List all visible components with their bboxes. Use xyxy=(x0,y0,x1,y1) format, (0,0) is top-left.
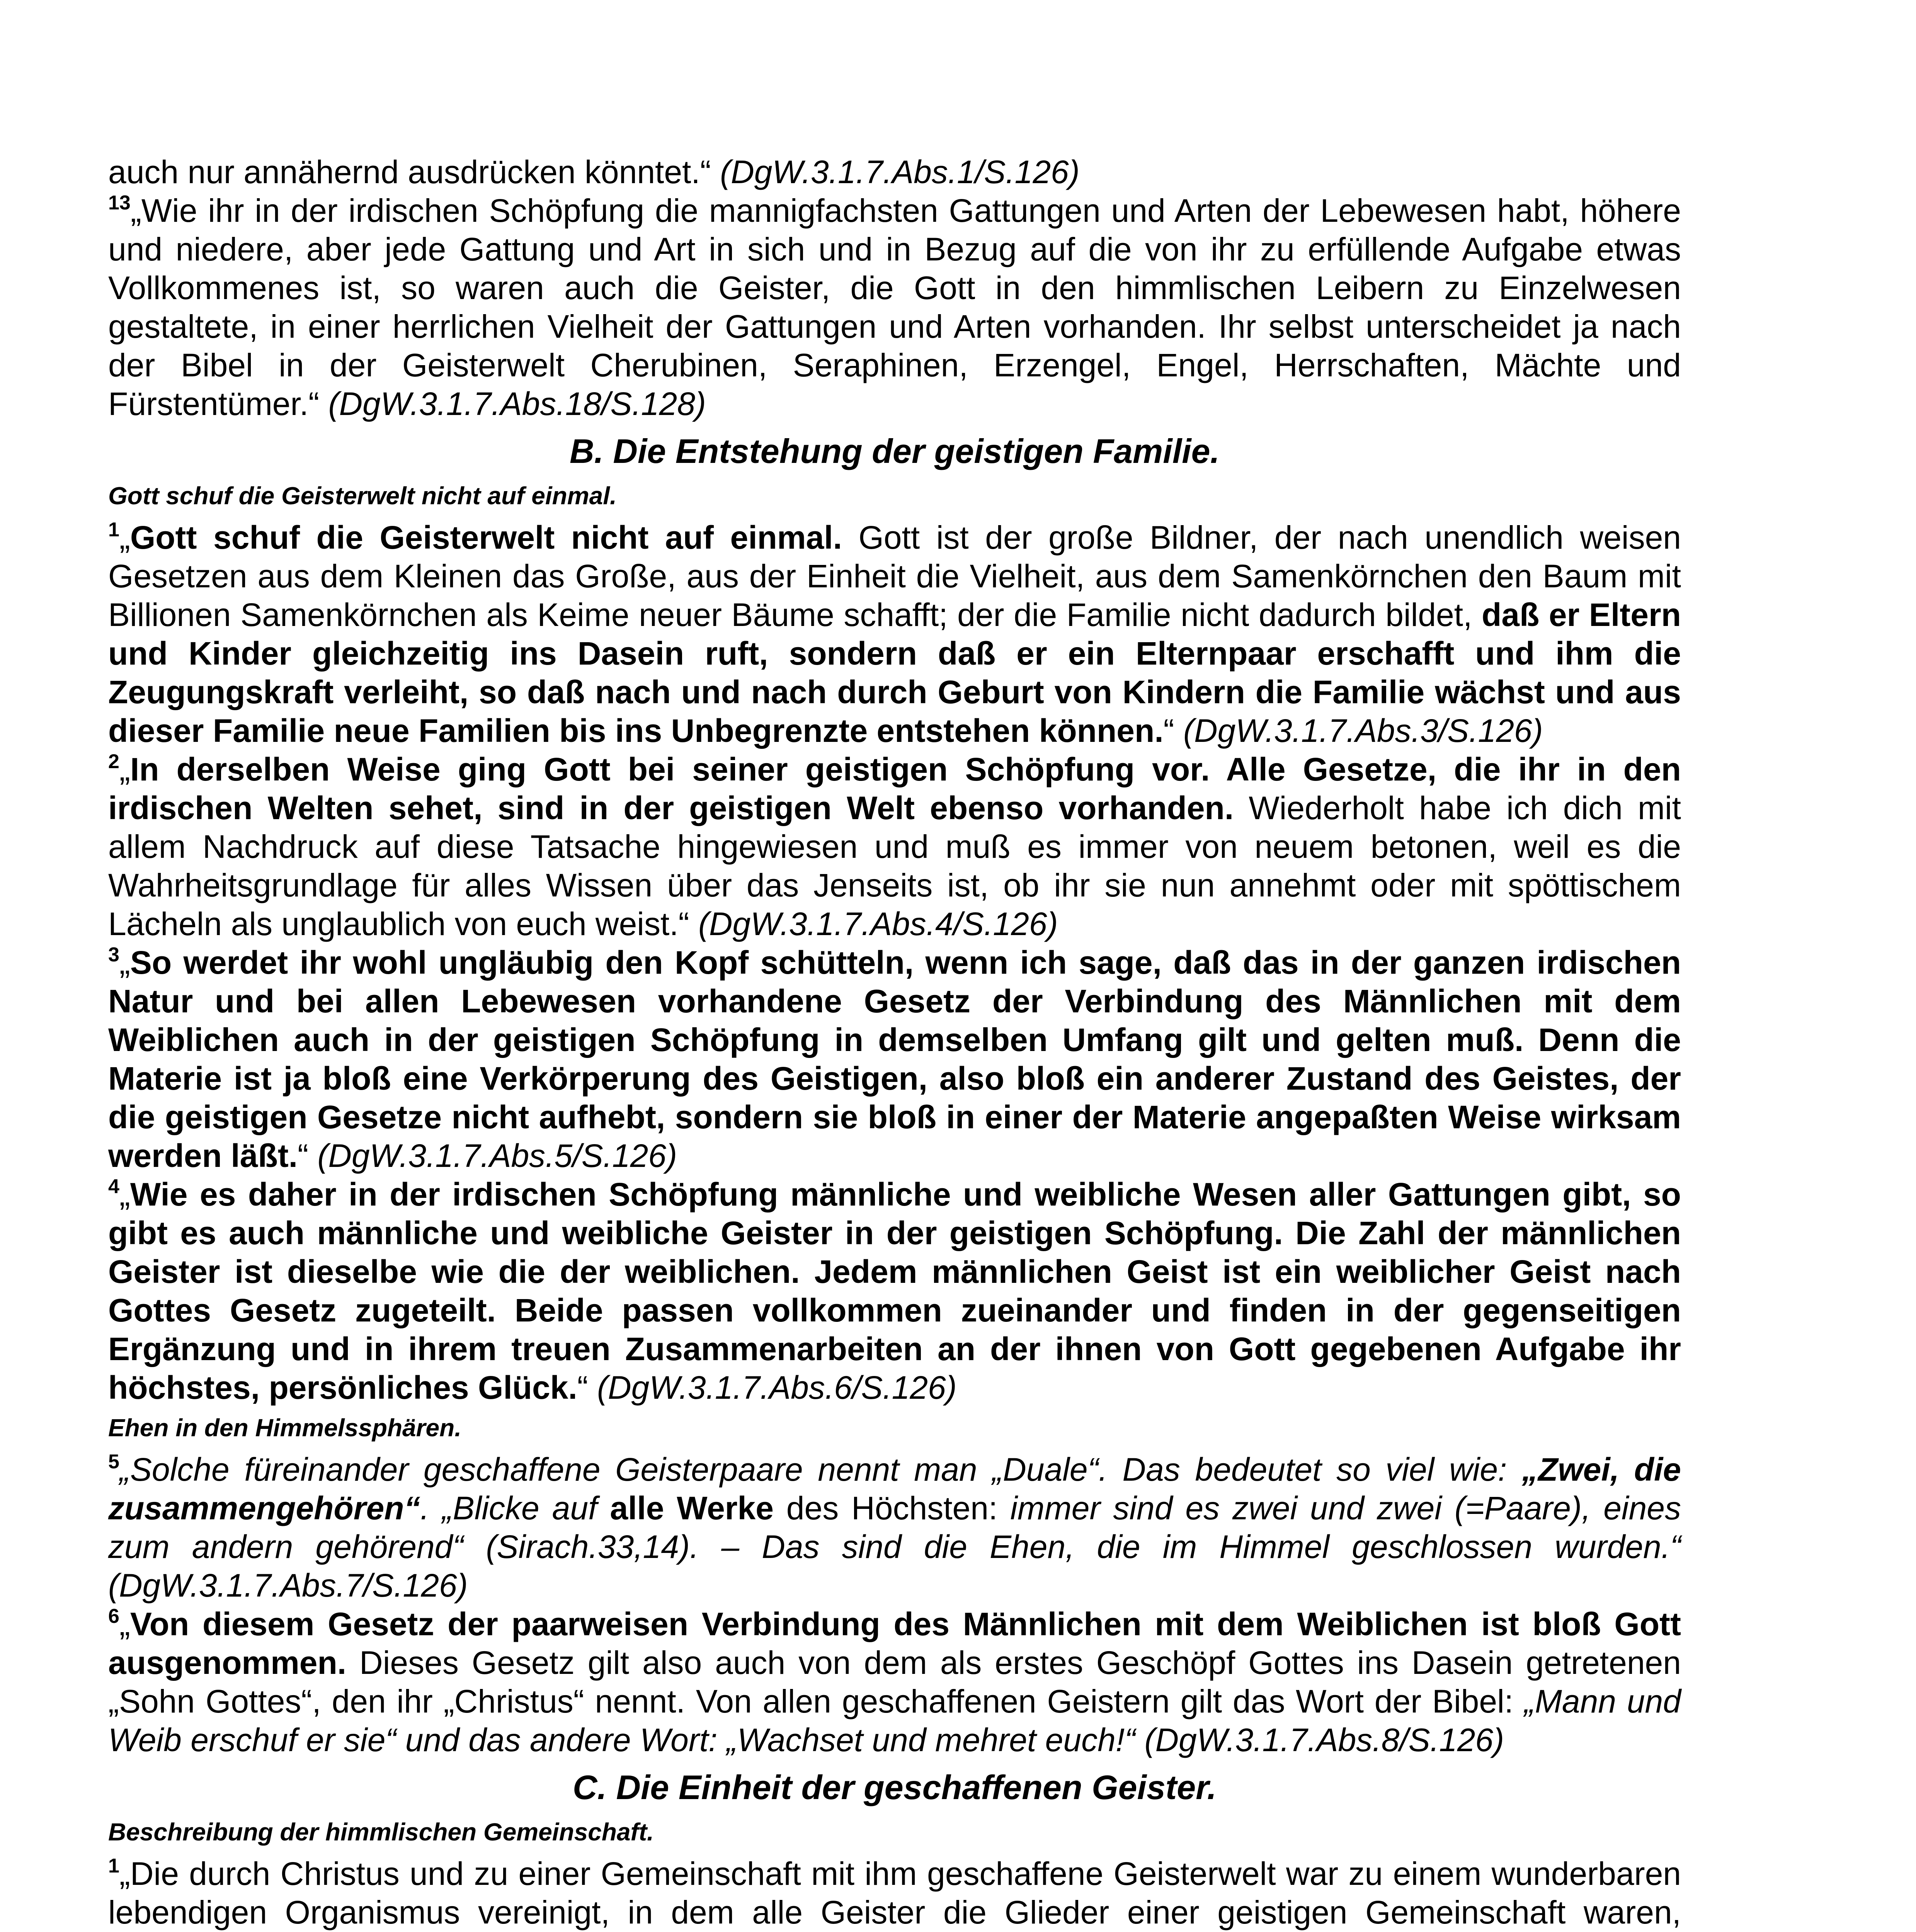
paragraph-b3: $^3$„So werdet ihr wohl ungläubig den Kopf schütteln, wenn ich sage, daß das in der ganzen irdischen Natur und bei allen Lebewesen vorhandene Gesetz der Verbindung des Männlichen mit dem Weiblichen auch in der geistigen Schöpfung in demselben Umfang gilt und gelten muß. Denn die Materie ist ja bloß eine Verkörperung des Geistigen, also bloß ein anderer Zustand des Geistes, der die geistigen Gesetze nicht aufhebt, sondern sie bloß in einer der Materie angepaßten Weise wirksam werden läßt.“ (DgW.3.1.7.Abs.5/S.126) xyxy=(108,944,1681,1174)
reference: (DgW.3.1.7.Abs.5/S.126) xyxy=(317,1138,677,1174)
verse-number: 4 xyxy=(108,1175,119,1198)
verse-number: 1 xyxy=(108,519,119,541)
reference: (DgW.3.1.7.Abs.3/S.126) xyxy=(1183,713,1543,749)
verse-number: 3 xyxy=(108,944,119,966)
paragraph-b1: $^1$„Gott schuf die Geisterwelt nicht auf einmal. Gott ist der große Bildner, der nach unendlich weisen Gesetzen aus dem Kleinen das Große, aus der Einheit die Vielheit, aus dem Samenkörnchen den Baum mit Billionen Samenkörnchen als Keime neuer Bäume schafft; der die Familie nicht dadurch bildet, daß er Eltern und Kinder gleichzeitig ins Dasein ruft, sondern daß er ein Elternpaar erschafft und ihm die Zeugungskraft verleiht, so daß nach und nach durch Geburt von Kindern die Familie wächst und aus dieser Familie neue Familien bis ins Unbegrenzte entstehen können.“ (DgW.3.1.7.Abs.3/S.126) xyxy=(108,519,1681,749)
section-heading-b: B. Die Entstehung der geistigen Familie. xyxy=(569,432,1220,470)
section-heading-c: C. Die Einheit der geschaffenen Geister. xyxy=(572,1768,1217,1806)
paragraph-13: $^{13}$„Wie ihr in der irdischen Schöpfung die mannigfachsten Gattungen und Arten der Lebewesen habt, höhere und niedere, aber jede Gattung und Art in sich und in Bezug auf die von ihr zu erfüllende Aufgabe etwas Vollkommenes ist, so waren auch die Geister, die Gott in den himmlischen Leibern zu Einzelwesen gestaltete, in einer herrlichen Vielheit der Gattungen und Arten vorhanden. Ihr selbst unterscheidet ja nach der Bibel in der Geisterwelt Cherubinen, Seraphinen, Erzengel, Engel, Herrschaften, Mächte und Fürstentümer.“ (DgW.3.1.7.Abs.18/S.128) xyxy=(108,192,1681,422)
subheading-b: Gott schuf die Geisterwelt nicht auf einmal. xyxy=(108,482,617,510)
page-content xyxy=(108,153,1681,1932)
paragraph-b6: $^6$„Von diesem Gesetz der paarweisen Verbindung des Männlichen mit dem Weiblichen ist bloß Gott ausgenommen. Dieses Gesetz gilt also auch von dem als erstes Geschöpf Gottes ins Dasein getretenen „Sohn Gottes“, den ihr „Christus“ nennt. Von allen geschaffenen Geistern gilt das Wort der Bibel: „Mann und Weib erschuf er sie“ und das andere Wort: „Wachset und mehret euch!“ (DgW.3.1.7.Abs.8/S.126) xyxy=(108,1605,1681,1758)
paragraph-c1: $^1$„Die durch Christus und zu einer Gemeinschaft mit ihm geschaffene Geisterwelt war zu einem wunderbaren lebendigen Organismus vereinigt, in dem alle Geister die Glieder einer geistigen Gemeinschaft waren, xyxy=(108,1855,1681,1930)
paragraph-b2: $^2$„In derselben Weise ging Gott bei seiner geistigen Schöpfung vor. Alle Gesetze, die ihr in den irdischen Welten sehet, sind in der geistigen Welt ebenso vorhanden. Wiederholt habe ich dich mit allem Nachdruck auf diese Tatsache hingewiesen und muß es immer von neuem betonen, weil es die Wahrheitsgrundlage für alles Wissen über das Jenseits ist, ob ihr sie nun annehmt oder mit spöttischem Lächeln als unglaublich von euch weist.“ (DgW.3.1.7.Abs.4/S.126) xyxy=(108,750,1681,942)
verse-number: 13 xyxy=(108,192,131,214)
verse-number: 6 xyxy=(108,1605,119,1628)
reference: (DgW.3.1.7.Abs.18/S.128) xyxy=(328,386,706,422)
subheading-c: Beschreibung der himmlischen Gemeinschaft. xyxy=(108,1818,654,1846)
verse-number: 1 xyxy=(108,1855,119,1877)
reference: (DgW.3.1.7.Abs.6/S.126) xyxy=(597,1369,957,1406)
paragraph-continuation: auch nur annähernd ausdrücken könntet.“ (DgW.3.1.7.Abs.1/S.126) xyxy=(108,154,1080,190)
subheading-ehen: Ehen in den Himmelssphären. xyxy=(108,1414,461,1442)
reference: (DgW.3.1.7.Abs.1/S.126) xyxy=(720,154,1080,190)
paragraph-b4: $^4$„Wie es daher in der irdischen Schöpfung männliche und weibliche Wesen aller Gattungen gibt, so gibt es auch männliche und weibliche Geister in der geistigen Schöpfung. Die Zahl der männlichen Geister ist dieselbe wie die der weiblichen. Jedem männlichen Geist ist ein weiblicher Geist nach Gottes Gesetz zugeteilt. Beide passen vollkommen zueinander und finden in der gegenseitigen Ergänzung und in ihrem treuen Zusammenarbeiten an der ihnen von Gott gegebenen Aufgabe ihr höchstes, persönliches Glück.“ (DgW.3.1.7.Abs.6/S.126) xyxy=(108,1175,1681,1406)
verse-number: 2 xyxy=(108,750,119,773)
verse-number: 5 xyxy=(108,1451,119,1473)
paragraph-b5: $^5$„Solche füreinander geschaffene Geisterpaare nennt man „Duale“. Das bedeutet so viel wie: „Zwei, die zusammengehören“. „Blicke auf alle Werke des Höchsten: immer sind es zwei und zwei (=Paare), eines zum andern gehörend“ (Sirach.33,14). – Das sind die Ehen, die im Himmel geschlossen wurden.“ (DgW.3.1.7.Abs.7/S.126) xyxy=(108,1451,1681,1604)
reference: (DgW.3.1.7.Abs.4/S.126) xyxy=(698,906,1058,942)
